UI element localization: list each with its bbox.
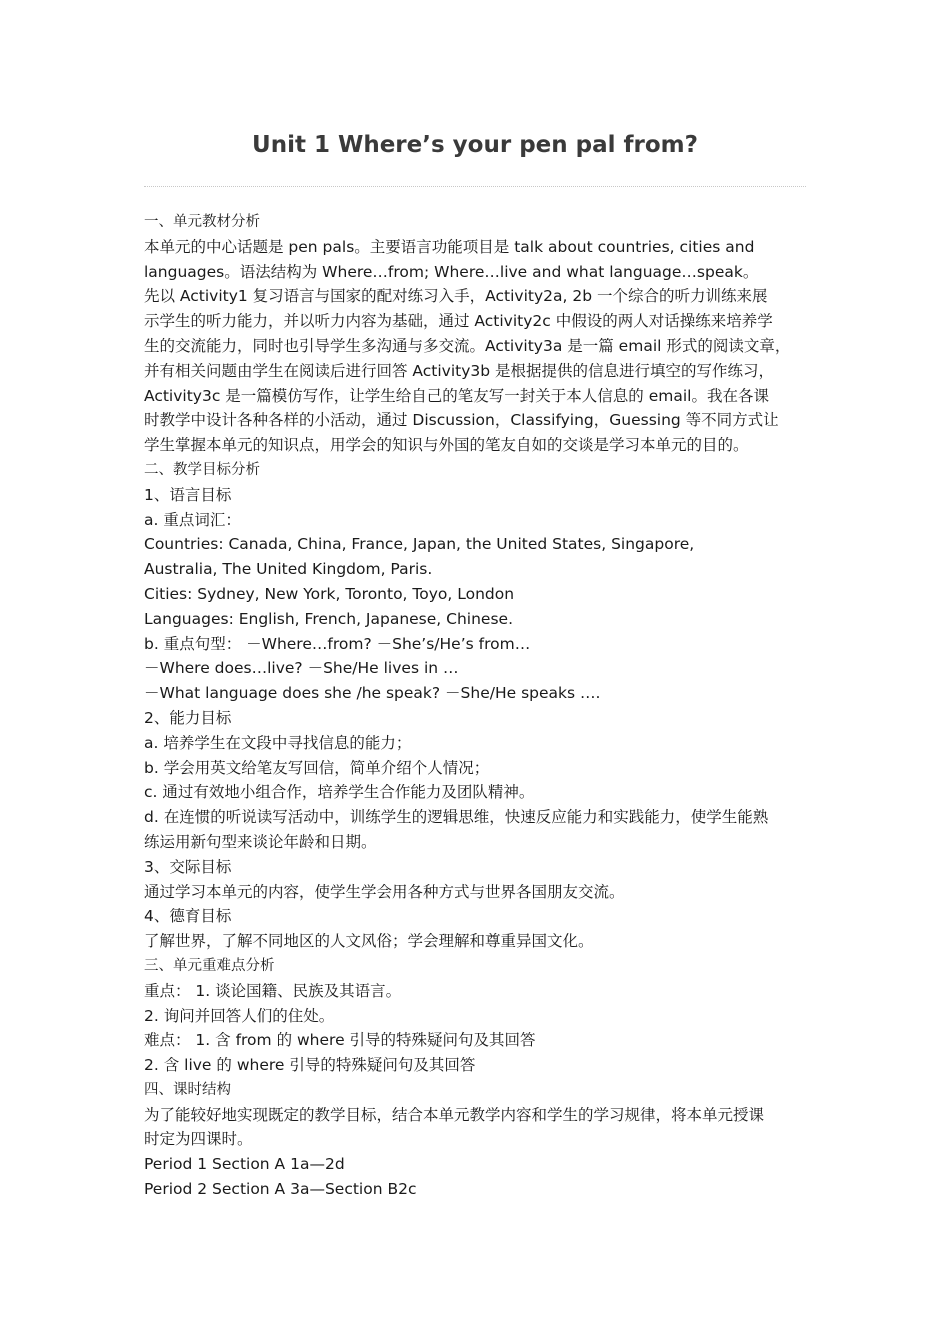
text-line: 生的交流能力，同时也引导学生多沟通与多交流。Activity3a 是一篇 email 形式的阅读文章， — [144, 336, 791, 355]
text-line: 并有相关问题由学生在阅读后进行回答 Activity3b 是根据提供的信息进行填空的写作练习， — [144, 361, 775, 380]
text-line: 重点： 1. 谈论国籍、民族及其语言。 — [144, 981, 402, 1000]
text-line: 难点： 1. 含 from 的 where 引导的特殊疑问句及其回答 — [144, 1031, 536, 1050]
text-line: 为了能较好地实现既定的教学目标，结合本单元教学内容和学生的学习规律，将本单元授课 — [144, 1105, 765, 1124]
text-line: 2. 含 live 的 where 引导的特殊疑问句及其回答 — [144, 1056, 476, 1075]
text-line: 时定为四课时。 — [144, 1130, 253, 1149]
text-line: Languages: English, French, Japanese, Chinese. — [144, 609, 514, 628]
text-line: Countries: Canada, China, France, Japan, the United States, Singapore, — [144, 535, 695, 554]
section-heading: 二、教学目标分析 — [144, 461, 260, 478]
section-heading: 一、单元教材分析 — [144, 214, 260, 230]
text-line: 本单元的中心话题是 pen pals。主要语言功能项目是 talk about countries, cities and — [144, 237, 755, 256]
text-line: a. 培养学生在文段中寻找信息的能力； — [144, 733, 412, 752]
text-line: 通过学习本单元的内容，使学生学会用各种方式与世界各国朋友交流。 — [144, 882, 625, 901]
text-line: 练运用新句型来谈论年龄和日期。 — [144, 832, 377, 851]
section-heading: 三、单元重难点分析 — [144, 957, 275, 974]
text-line: －What language does she /he speak? －She/He speaks …. — [144, 684, 601, 703]
text-line: 3、交际目标 — [144, 857, 232, 876]
text-line: Activity3c 是一篇模仿写作，让学生给自己的笔友写一封关于本人信息的 email。我在各课 — [144, 386, 769, 405]
text-line: d. 在连惯的听说读写活动中，训练学生的逻辑思维，快速反应能力和实践能力，使学生能熟 — [144, 808, 769, 827]
text-line: 示学生的听力能力，并以听力内容为基础，通过 Activity2c 中假设的两人对话操练来培养学 — [144, 312, 773, 331]
document-body — [144, 210, 812, 1202]
text-line: languages。语法结构为 Where…from; Where…live and what language…speak。 — [144, 262, 759, 281]
text-line: －Where does…live? －She/He lives in … — [144, 659, 459, 678]
text-line: 了解世界，了解不同地区的人文风俗；学会理解和尊重异国文化。 — [144, 932, 594, 951]
text-line: Australia, The United Kingdom, Paris. — [144, 560, 433, 579]
text-line: 1、语言目标 — [144, 485, 232, 504]
text-line: Period 1 Section A 1a—2d — [144, 1155, 345, 1174]
text-line: a. 重点词汇： — [144, 510, 241, 529]
document-title: Unit 1 Where’s your pen pal from? — [252, 132, 698, 158]
text-line: 先以 Activity1 复习语言与国家的配对练习入手，Activity2a, 2b 一个综合的听力训练来展 — [144, 287, 768, 306]
text-line: Cities: Sydney, New York, Toronto, Toyo, London — [144, 584, 515, 603]
text-line: 时教学中设计各种各样的小活动，通过 Discussion，Classifying，Guessing 等不同方式让 — [144, 411, 779, 430]
text-line: b. 重点句型： －Where…from? －She’s/He’s from… — [144, 634, 531, 653]
text-line: c. 通过有效地小组合作，培养学生合作能力及团队精神。 — [144, 783, 535, 802]
title-divider — [144, 186, 806, 187]
text-line: Period 2 Section A 3a—Section B2c — [144, 1180, 417, 1199]
text-line: 2. 询问并回答人们的住处。 — [144, 1006, 335, 1025]
text-line: 4、德育目标 — [144, 907, 232, 926]
text-line: 2、能力目标 — [144, 708, 232, 727]
text-line: 学生掌握本单元的知识点，用学会的知识与外国的笔友自如的交谈是学习本单元的目的。 — [144, 436, 749, 455]
section-heading: 四、课时结构 — [144, 1081, 231, 1098]
text-line: b. 学会用英文给笔友写回信，简单介绍个人情况； — [144, 758, 490, 777]
